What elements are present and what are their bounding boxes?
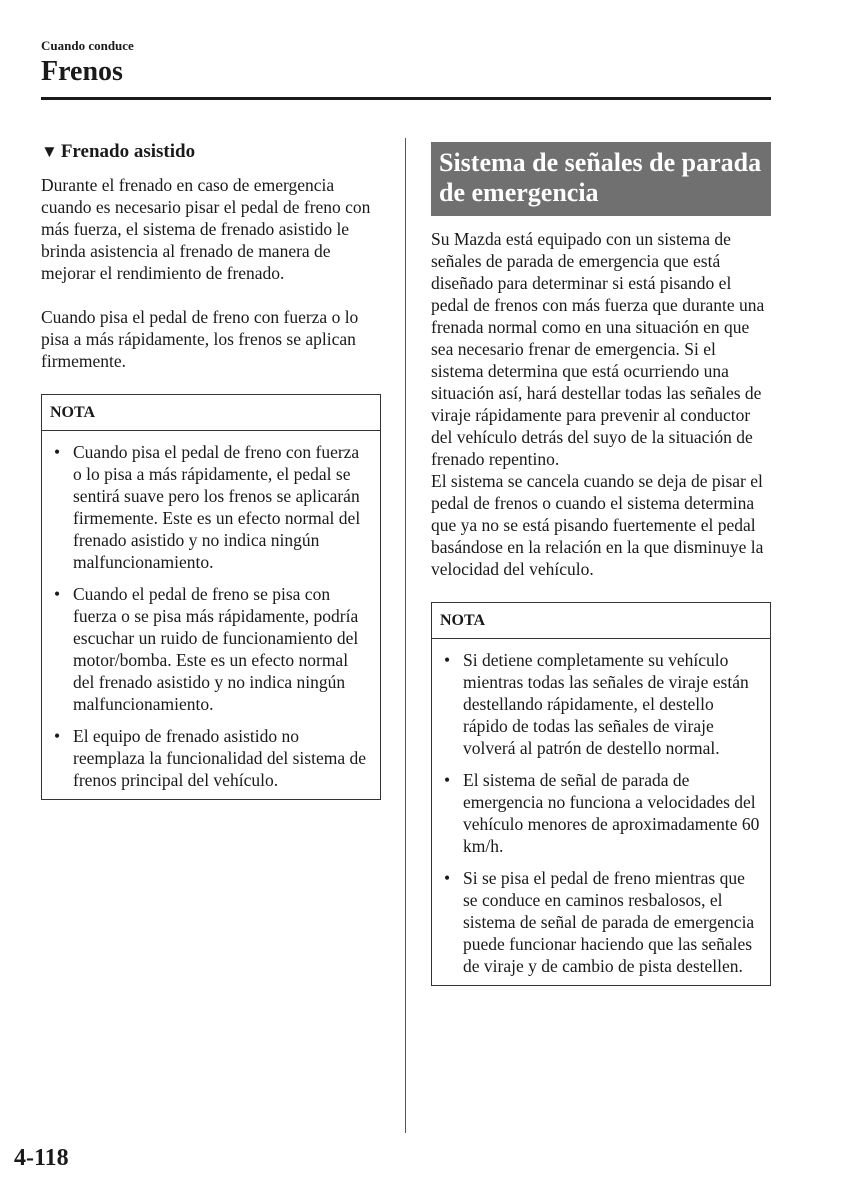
right-column <box>431 142 771 986</box>
list-item <box>442 867 762 977</box>
bullet-icon: • <box>444 868 451 888</box>
subheading-frenado-asistido <box>41 140 381 164</box>
bullet-icon: • <box>444 770 451 790</box>
nota-title: NOTA <box>432 603 770 639</box>
list-item-text: Si se pisa el pedal de freno mientras que se conduce en caminos resbalosos, el sistema de señal de parada de emergencia puede funcionar haciendo que las señales de viraje y de cambio de pista destellen. <box>463 868 755 976</box>
bullet-icon: • <box>54 726 61 746</box>
nota-box <box>431 602 771 986</box>
paragraph: El sistema se cancela cuando se deja de pisar el pedal de frenos o cuando el sistema determina que ya no se está pisando fuertemente el pedal basándose en la relación en la que disminuye la velocidad del vehículo. <box>431 471 764 579</box>
paragraph: Durante el frenado en caso de emergencia cuando es necesario pisar el pedal de freno con más fuerza, el sistema de frenado asistido le brinda asistencia al frenado de manera de mejorar el rendimiento de frenado. <box>41 175 371 283</box>
list-item <box>52 725 372 791</box>
page-header <box>41 38 771 88</box>
list-item-text: El sistema de señal de parada de emergencia no funciona a velocidades del vehículo menores de aproximadamente 60 km/h. <box>463 770 760 856</box>
paragraph: Cuando pisa el pedal de freno con fuerza o lo pisa a más rápidamente, los frenos se aplican firmemente. <box>41 307 359 371</box>
list-item <box>442 649 762 759</box>
list-item-text: Si detiene completamente su vehículo mientras todas las señales de viraje están destellando rápidamente, el destello rápido de todas las señales de viraje volverá al patrón de destello normal. <box>463 650 749 758</box>
list-item <box>52 441 372 573</box>
column-divider <box>405 138 406 1133</box>
triangle-down-icon: ▼ <box>41 142 58 161</box>
paragraph: Su Mazda está equipado con un sistema de señales de parada de emergencia que está diseñado para determinar si está pisando el pedal de frenos con más fuerza que durante una frenada normal como en una situación en que sea necesario frenar de emergencia. Si el sistema determina que está ocurriendo una situación así, hará destellar todas las señales de viraje rápidamente para prevenir al conductor del vehículo detrás del suyo de la situación de frenado repentino. <box>431 229 765 469</box>
header-rule <box>41 97 771 100</box>
bullet-icon: • <box>444 650 451 670</box>
section-banner: Sistema de señales de parada de emergencia <box>431 142 771 216</box>
list-item <box>52 583 372 715</box>
bullet-icon: • <box>54 442 61 462</box>
nota-list <box>432 639 770 985</box>
nota-list <box>42 431 380 799</box>
bullet-icon: • <box>54 584 61 604</box>
left-column <box>41 140 381 800</box>
page-title: Frenos <box>41 56 123 87</box>
list-item <box>442 769 762 857</box>
page-number: 4-118 <box>14 1145 69 1171</box>
list-item-text: Cuando el pedal de freno se pisa con fuerza o se pisa más rápidamente, podría escuchar un ruido de funcionamiento del motor/bomba. Este es un efecto normal del frenado asistido y no indica ningún malfuncionamiento. <box>73 584 359 714</box>
section-label: Cuando conduce <box>41 38 134 53</box>
nota-title: NOTA <box>42 395 380 431</box>
list-item-text: Cuando pisa el pedal de freno con fuerza o lo pisa a más rápidamente, el pedal se sentirá suave pero los frenos se aplicarán firmemente. Este es un efecto normal del frenado asistido y no indica ningún malfuncionamiento. <box>73 442 361 572</box>
nota-box <box>41 394 381 800</box>
subheading-text: Frenado asistido <box>60 141 196 162</box>
list-item-text: El equipo de frenado asistido no reemplaza la funcionalidad del sistema de frenos principal del vehículo. <box>73 726 366 790</box>
